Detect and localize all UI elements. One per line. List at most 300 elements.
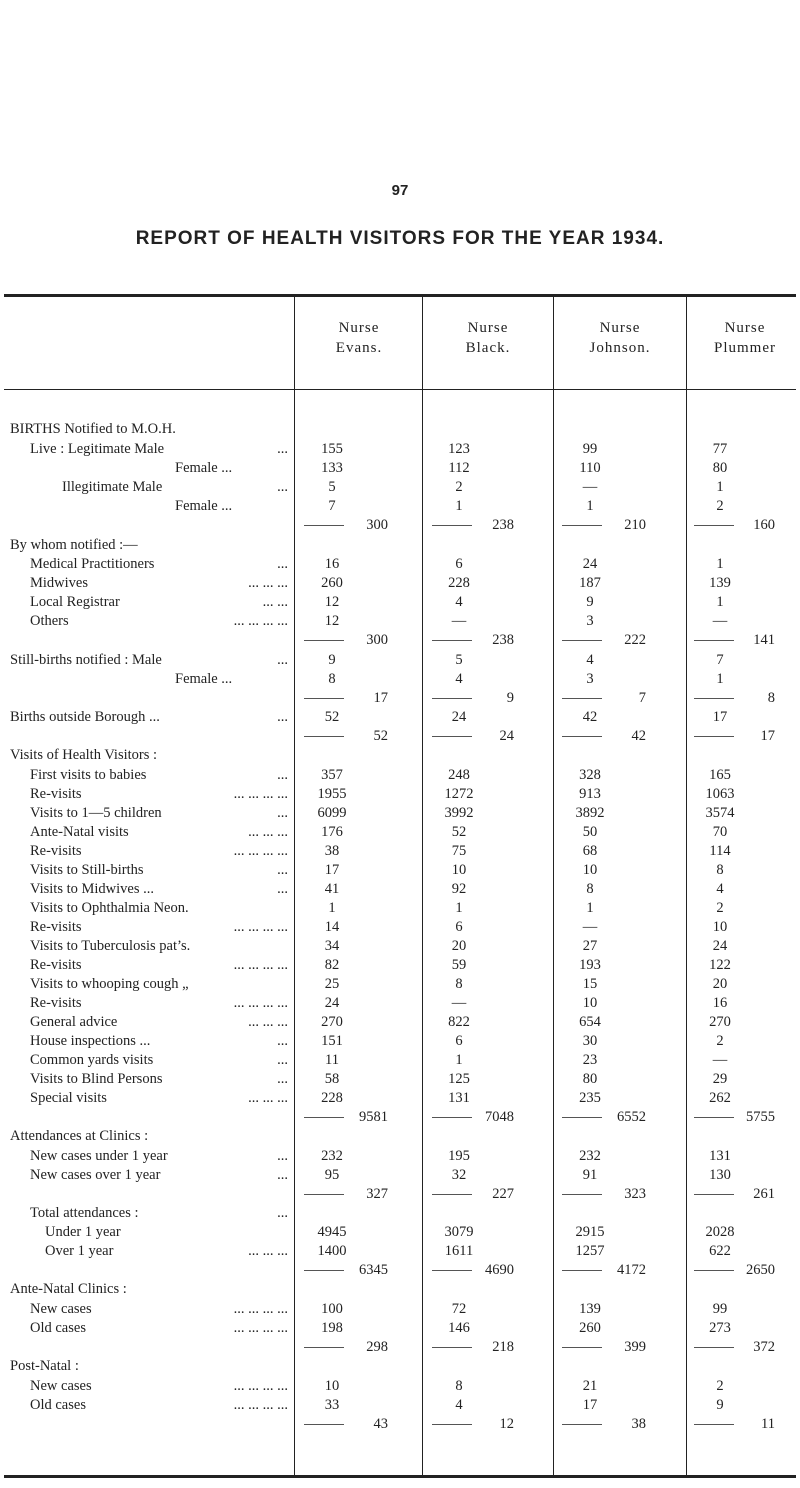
table-cell: 7 bbox=[716, 652, 724, 668]
table-cell: 72 bbox=[451, 1301, 467, 1317]
leader-dots: ... ... ... ... bbox=[233, 786, 288, 802]
table-row bbox=[0, 1089, 800, 1108]
column-header-line: Nurse bbox=[338, 320, 380, 336]
table-row bbox=[0, 1300, 800, 1319]
column-total: 6345 bbox=[359, 1262, 388, 1278]
table-cell: 24 bbox=[451, 709, 467, 725]
column-total: 38 bbox=[631, 1416, 646, 1432]
table-cell: 75 bbox=[451, 843, 467, 859]
table-cell: 622 bbox=[709, 1243, 731, 1259]
column-total: 8 bbox=[767, 690, 775, 706]
column-total: 327 bbox=[366, 1186, 388, 1202]
table-row bbox=[0, 555, 800, 574]
column-header-johnson bbox=[558, 318, 682, 358]
table-cell: 3574 bbox=[705, 805, 735, 821]
row-label: New cases over 1 year bbox=[30, 1167, 161, 1183]
table-cell: 6 bbox=[455, 1033, 463, 1049]
row-label: Visits to Still-births bbox=[30, 862, 144, 878]
table-cell: 11 bbox=[325, 1052, 339, 1068]
table-cell: 4 bbox=[455, 1397, 463, 1413]
leader-dots: ... ... ... bbox=[248, 575, 288, 591]
table-cell: 20 bbox=[451, 938, 467, 954]
table-cell: 176 bbox=[321, 824, 343, 840]
column-total: 238 bbox=[492, 517, 514, 533]
table-row bbox=[0, 612, 800, 631]
table-cell: 15 bbox=[582, 976, 598, 992]
subtotal-row bbox=[0, 1261, 800, 1280]
table-cell: 270 bbox=[321, 1014, 343, 1030]
table-cell: 58 bbox=[324, 1071, 340, 1087]
table-row bbox=[0, 937, 800, 956]
table-cell: 273 bbox=[709, 1320, 731, 1336]
table-cell: 50 bbox=[582, 824, 598, 840]
table-cell: 10 bbox=[712, 919, 728, 935]
column-header-line: Johnson. bbox=[589, 340, 651, 356]
table-cell: 1 bbox=[455, 498, 463, 514]
table-cell: 1400 bbox=[317, 1243, 347, 1259]
row-label: Ante-Natal Clinics : bbox=[10, 1281, 127, 1297]
table-cell: 2 bbox=[455, 479, 463, 495]
column-total: 42 bbox=[631, 728, 646, 744]
row-label: Post-Natal : bbox=[10, 1358, 79, 1374]
table-top-rule bbox=[4, 294, 796, 297]
table-cell: 9 bbox=[716, 1397, 724, 1413]
row-label: Others bbox=[30, 613, 69, 629]
table-cell: 34 bbox=[324, 938, 340, 954]
table-cell: 232 bbox=[579, 1148, 601, 1164]
table-cell: 91 bbox=[582, 1167, 598, 1183]
table-cell: 2028 bbox=[705, 1224, 735, 1240]
row-label: Re-visits bbox=[30, 786, 82, 802]
table-cell: 1063 bbox=[705, 786, 735, 802]
page-number: 97 bbox=[391, 182, 409, 199]
table-cell: 1 bbox=[328, 900, 336, 916]
table-cell: 6099 bbox=[317, 805, 347, 821]
row-label: Illegitimate Male bbox=[62, 479, 163, 495]
table-cell: 80 bbox=[712, 460, 728, 476]
table-cell: 16 bbox=[712, 995, 728, 1011]
table-cell: 95 bbox=[324, 1167, 340, 1183]
table-cell: 9 bbox=[328, 652, 336, 668]
table-cell: 133 bbox=[321, 460, 343, 476]
table-row bbox=[0, 975, 800, 994]
table-cell: 1 bbox=[716, 671, 724, 687]
subtotal-row bbox=[0, 1338, 800, 1357]
table-cell: 151 bbox=[321, 1033, 343, 1049]
row-label: Midwives bbox=[30, 575, 88, 591]
table-row bbox=[0, 842, 800, 861]
column-header-line: Plummer bbox=[714, 340, 776, 356]
table-row bbox=[0, 651, 800, 670]
table-row bbox=[0, 785, 800, 804]
row-label: Re-visits bbox=[30, 919, 82, 935]
subtotal-row bbox=[0, 631, 800, 650]
table-cell: 30 bbox=[582, 1033, 598, 1049]
table-cell: 270 bbox=[709, 1014, 731, 1030]
table-cell: 195 bbox=[448, 1148, 470, 1164]
table-cell: 822 bbox=[448, 1014, 470, 1030]
table-cell: 8 bbox=[455, 976, 463, 992]
table-row bbox=[0, 478, 800, 497]
column-total: 300 bbox=[366, 632, 388, 648]
row-label: House inspections ... bbox=[30, 1033, 151, 1049]
column-total: 323 bbox=[624, 1186, 646, 1202]
leader-dots: ... ... ... bbox=[248, 1090, 288, 1106]
leader-dots: ... ... ... ... bbox=[233, 995, 288, 1011]
table-cell: 21 bbox=[582, 1378, 598, 1394]
table-cell: 82 bbox=[324, 957, 340, 973]
leader-dots: ... ... bbox=[262, 594, 288, 610]
table-row bbox=[0, 420, 800, 439]
table-cell: 2915 bbox=[575, 1224, 605, 1240]
table-cell: 17 bbox=[582, 1397, 598, 1413]
table-cell: 2 bbox=[716, 498, 724, 514]
table-cell: — bbox=[451, 995, 467, 1011]
table-cell: 131 bbox=[448, 1090, 470, 1106]
leader-dots: ... bbox=[277, 1071, 288, 1087]
column-total: 4172 bbox=[617, 1262, 646, 1278]
table-cell: 99 bbox=[582, 441, 598, 457]
table-cell: — bbox=[451, 613, 467, 629]
leader-dots: ... bbox=[277, 1148, 288, 1164]
table-cell: 187 bbox=[579, 575, 601, 591]
table-cell: 2 bbox=[716, 1033, 724, 1049]
table-cell: 357 bbox=[321, 767, 343, 783]
table-cell: 33 bbox=[324, 1397, 340, 1413]
leader-dots: ... bbox=[277, 709, 288, 725]
table-cell: 25 bbox=[324, 976, 340, 992]
table-cell: 14 bbox=[324, 919, 340, 935]
table-row bbox=[0, 823, 800, 842]
table-cell: 232 bbox=[321, 1148, 343, 1164]
leader-dots: ... ... ... ... bbox=[233, 919, 288, 935]
table-row bbox=[0, 766, 800, 785]
table-cell: 99 bbox=[712, 1301, 728, 1317]
column-total: 9581 bbox=[359, 1109, 388, 1125]
row-label: Visits to Ophthalmia Neon. bbox=[30, 900, 189, 916]
table-row bbox=[0, 574, 800, 593]
leader-dots: ... ... ... ... bbox=[233, 957, 288, 973]
column-total: 298 bbox=[366, 1339, 388, 1355]
table-cell: 38 bbox=[324, 843, 340, 859]
column-total: 222 bbox=[624, 632, 646, 648]
column-total: 7048 bbox=[485, 1109, 514, 1125]
table-cell: 1 bbox=[716, 556, 724, 572]
table-row bbox=[0, 536, 800, 555]
table-cell: 3992 bbox=[444, 805, 474, 821]
table-cell: 654 bbox=[579, 1014, 601, 1030]
table-cell: 122 bbox=[709, 957, 731, 973]
table-cell: 4 bbox=[455, 671, 463, 687]
table-row bbox=[0, 1051, 800, 1070]
table-row bbox=[0, 1032, 800, 1051]
table-row bbox=[0, 1147, 800, 1166]
table-cell: 10 bbox=[324, 1378, 340, 1394]
table-row bbox=[0, 1377, 800, 1396]
column-header-black bbox=[428, 318, 548, 358]
table-cell: 27 bbox=[582, 938, 598, 954]
table-cell: 52 bbox=[324, 709, 340, 725]
leader-dots: ... bbox=[277, 1167, 288, 1183]
table-cell: 92 bbox=[451, 881, 467, 897]
column-total: 12 bbox=[499, 1416, 514, 1432]
row-label: Ante-Natal visits bbox=[30, 824, 129, 840]
column-total: 24 bbox=[499, 728, 514, 744]
leader-dots: ... bbox=[277, 862, 288, 878]
leader-dots: ... ... ... ... bbox=[233, 1320, 288, 1336]
row-label: Total attendances : bbox=[30, 1205, 139, 1221]
column-total: 372 bbox=[753, 1339, 775, 1355]
table-cell: 1 bbox=[716, 479, 724, 495]
table-row bbox=[0, 1223, 800, 1242]
table-cell: — bbox=[582, 479, 598, 495]
table-row bbox=[0, 1013, 800, 1032]
table-cell: 1272 bbox=[444, 786, 474, 802]
table-cell: 100 bbox=[321, 1301, 343, 1317]
row-label: Visits to Midwives ... bbox=[30, 881, 155, 897]
table-cell: 8 bbox=[586, 881, 594, 897]
table-cell: 20 bbox=[712, 976, 728, 992]
row-label: Visits of Health Visitors : bbox=[10, 747, 158, 763]
table-cell: 165 bbox=[709, 767, 731, 783]
row-label: Local Registrar bbox=[30, 594, 120, 610]
table-cell: 4 bbox=[455, 594, 463, 610]
leader-dots: ... bbox=[277, 441, 288, 457]
table-cell: — bbox=[582, 919, 598, 935]
row-label: BIRTHS Notified to M.O.H. bbox=[10, 421, 176, 437]
row-label: Re-visits bbox=[30, 995, 82, 1011]
table-bottom-rule bbox=[4, 1475, 796, 1478]
table-cell: 10 bbox=[582, 995, 598, 1011]
table-cell: 112 bbox=[448, 460, 470, 476]
table-cell: 248 bbox=[448, 767, 470, 783]
table-cell: 260 bbox=[321, 575, 343, 591]
column-total: 227 bbox=[492, 1186, 514, 1202]
table-cell: 24 bbox=[324, 995, 340, 1011]
table-cell: 10 bbox=[451, 862, 467, 878]
row-label: Visits to Blind Persons bbox=[30, 1071, 163, 1087]
table-row bbox=[0, 670, 800, 689]
column-total: 43 bbox=[373, 1416, 388, 1432]
table-cell: 32 bbox=[451, 1167, 467, 1183]
leader-dots: ... ... ... bbox=[248, 824, 288, 840]
subtotal-row bbox=[0, 1108, 800, 1127]
column-total: 17 bbox=[373, 690, 388, 706]
table-row bbox=[0, 440, 800, 459]
column-total: 9 bbox=[506, 690, 514, 706]
table-cell: 125 bbox=[448, 1071, 470, 1087]
column-total: 5755 bbox=[746, 1109, 775, 1125]
table-row bbox=[0, 1070, 800, 1089]
row-label: Visits to whooping cough „ bbox=[30, 976, 189, 992]
row-label: General advice bbox=[30, 1014, 118, 1030]
row-label: By whom notified :— bbox=[10, 537, 138, 553]
column-total: 141 bbox=[753, 632, 775, 648]
table-cell: 17 bbox=[712, 709, 728, 725]
leader-dots: ... bbox=[277, 1052, 288, 1068]
table-cell: 29 bbox=[712, 1071, 728, 1087]
table-cell: 110 bbox=[579, 460, 601, 476]
table-cell: 139 bbox=[579, 1301, 601, 1317]
subtotal-row bbox=[0, 516, 800, 535]
row-label: Re-visits bbox=[30, 957, 82, 973]
row-label: Live : Legitimate Male bbox=[30, 441, 165, 457]
leader-dots: ... ... ... ... bbox=[233, 1397, 288, 1413]
table-cell: 16 bbox=[324, 556, 340, 572]
table-row bbox=[0, 1166, 800, 1185]
column-header-line: Black. bbox=[465, 340, 511, 356]
leader-dots: ... ... ... bbox=[248, 1243, 288, 1259]
table-cell: 6 bbox=[455, 556, 463, 572]
table-cell: 5 bbox=[455, 652, 463, 668]
table-cell: 77 bbox=[712, 441, 728, 457]
column-total: 52 bbox=[373, 728, 388, 744]
table-row bbox=[0, 918, 800, 937]
column-total: 210 bbox=[624, 517, 646, 533]
table-cell: 228 bbox=[448, 575, 470, 591]
leader-dots: ... bbox=[277, 881, 288, 897]
table-row bbox=[0, 1319, 800, 1338]
table-cell: 41 bbox=[324, 881, 340, 897]
leader-dots: ... bbox=[277, 479, 288, 495]
leader-dots: ... ... ... bbox=[248, 1014, 288, 1030]
table-cell: 5 bbox=[328, 479, 336, 495]
table-cell: 131 bbox=[709, 1148, 731, 1164]
row-label: Medical Practitioners bbox=[30, 556, 155, 572]
leader-dots: ... ... ... ... bbox=[233, 1378, 288, 1394]
table-cell: 139 bbox=[709, 575, 731, 591]
table-cell: 1611 bbox=[444, 1243, 474, 1259]
row-label: New cases bbox=[30, 1301, 92, 1317]
leader-dots: ... ... ... ... bbox=[233, 843, 288, 859]
column-header-line: Nurse bbox=[467, 320, 509, 336]
column-total: 17 bbox=[760, 728, 775, 744]
table-row bbox=[0, 1357, 800, 1376]
row-label: Female ... bbox=[175, 671, 233, 687]
table-cell: 1 bbox=[455, 1052, 463, 1068]
table-cell: 1257 bbox=[575, 1243, 605, 1259]
row-label: New cases under 1 year bbox=[30, 1148, 168, 1164]
row-label: Under 1 year bbox=[45, 1224, 121, 1240]
row-label: Female ... bbox=[175, 460, 233, 476]
leader-dots: ... bbox=[277, 1205, 288, 1221]
table-cell: 198 bbox=[321, 1320, 343, 1336]
subtotal-row bbox=[0, 689, 800, 708]
table-cell: 155 bbox=[321, 441, 343, 457]
table-cell: 8 bbox=[328, 671, 336, 687]
row-label: Old cases bbox=[30, 1320, 86, 1336]
table-cell: 114 bbox=[709, 843, 731, 859]
table-cell: 4945 bbox=[317, 1224, 347, 1240]
table-cell: 2 bbox=[716, 1378, 724, 1394]
row-label: First visits to babies bbox=[30, 767, 147, 783]
header-divider bbox=[4, 389, 796, 390]
table-cell: 24 bbox=[582, 556, 598, 572]
table-cell: 1 bbox=[586, 900, 594, 916]
leader-dots: ... ... ... ... bbox=[233, 1301, 288, 1317]
leader-dots: ... bbox=[277, 556, 288, 572]
table-cell: 328 bbox=[579, 767, 601, 783]
table-cell: 260 bbox=[579, 1320, 601, 1336]
table-cell: 1955 bbox=[317, 786, 347, 802]
column-total: 11 bbox=[761, 1416, 775, 1432]
table-cell: 235 bbox=[579, 1090, 601, 1106]
column-total: 399 bbox=[624, 1339, 646, 1355]
row-label: Births outside Borough ... bbox=[10, 709, 160, 725]
table-cell: 4 bbox=[586, 652, 594, 668]
table-cell: 3079 bbox=[444, 1224, 474, 1240]
table-cell: 12 bbox=[324, 594, 340, 610]
table-cell: 7 bbox=[328, 498, 336, 514]
table-cell: 3892 bbox=[575, 805, 605, 821]
column-total: 160 bbox=[753, 517, 775, 533]
leader-dots: ... bbox=[277, 1033, 288, 1049]
table-cell: 6 bbox=[455, 919, 463, 935]
row-label: Female ... bbox=[175, 498, 233, 514]
leader-dots: ... bbox=[277, 767, 288, 783]
column-total: 4690 bbox=[485, 1262, 514, 1278]
table-cell: 146 bbox=[448, 1320, 470, 1336]
table-row bbox=[0, 459, 800, 478]
report-title: REPORT OF HEALTH VISITORS FOR THE YEAR 1934. bbox=[135, 228, 665, 249]
table-row bbox=[0, 1396, 800, 1415]
subtotal-row bbox=[0, 727, 800, 746]
row-label: Attendances at Clinics : bbox=[10, 1128, 149, 1144]
table-row bbox=[0, 1280, 800, 1299]
row-label: Re-visits bbox=[30, 843, 82, 859]
table-row bbox=[0, 880, 800, 899]
table-cell: 8 bbox=[455, 1378, 463, 1394]
leader-dots: ... ... ... ... bbox=[233, 613, 288, 629]
row-label: Visits to Tuberculosis pat’s. bbox=[30, 938, 191, 954]
table-row bbox=[0, 994, 800, 1013]
table-row bbox=[0, 708, 800, 727]
table-row bbox=[0, 1204, 800, 1223]
table-cell: 262 bbox=[709, 1090, 731, 1106]
row-label: Old cases bbox=[30, 1397, 86, 1413]
column-header-line: Nurse bbox=[724, 320, 766, 336]
leader-dots: ... bbox=[277, 652, 288, 668]
table-cell: 80 bbox=[582, 1071, 598, 1087]
table-row bbox=[0, 804, 800, 823]
table-cell: 228 bbox=[321, 1090, 343, 1106]
column-total: 2650 bbox=[746, 1262, 775, 1278]
column-total: 7 bbox=[638, 690, 646, 706]
row-label: Over 1 year bbox=[45, 1243, 114, 1259]
column-total: 218 bbox=[492, 1339, 514, 1355]
table-row bbox=[0, 497, 800, 516]
row-label: Special visits bbox=[30, 1090, 107, 1106]
table-cell: 193 bbox=[579, 957, 601, 973]
table-cell: 3 bbox=[586, 613, 594, 629]
table-cell: 24 bbox=[712, 938, 728, 954]
table-row bbox=[0, 861, 800, 880]
table-cell: 4 bbox=[716, 881, 724, 897]
table-row bbox=[0, 956, 800, 975]
table-cell: 52 bbox=[451, 824, 467, 840]
table-cell: — bbox=[712, 1052, 728, 1068]
table-row bbox=[0, 1242, 800, 1261]
table-cell: 1 bbox=[716, 594, 724, 610]
row-label: Common yards visits bbox=[30, 1052, 154, 1068]
table-cell: 70 bbox=[712, 824, 728, 840]
row-label: Visits to 1—5 children bbox=[30, 805, 162, 821]
table-row bbox=[0, 1127, 800, 1146]
column-header-evans bbox=[300, 318, 418, 358]
column-header-line: Nurse bbox=[599, 320, 641, 336]
subtotal-row bbox=[0, 1415, 800, 1434]
table-cell: 123 bbox=[448, 441, 470, 457]
